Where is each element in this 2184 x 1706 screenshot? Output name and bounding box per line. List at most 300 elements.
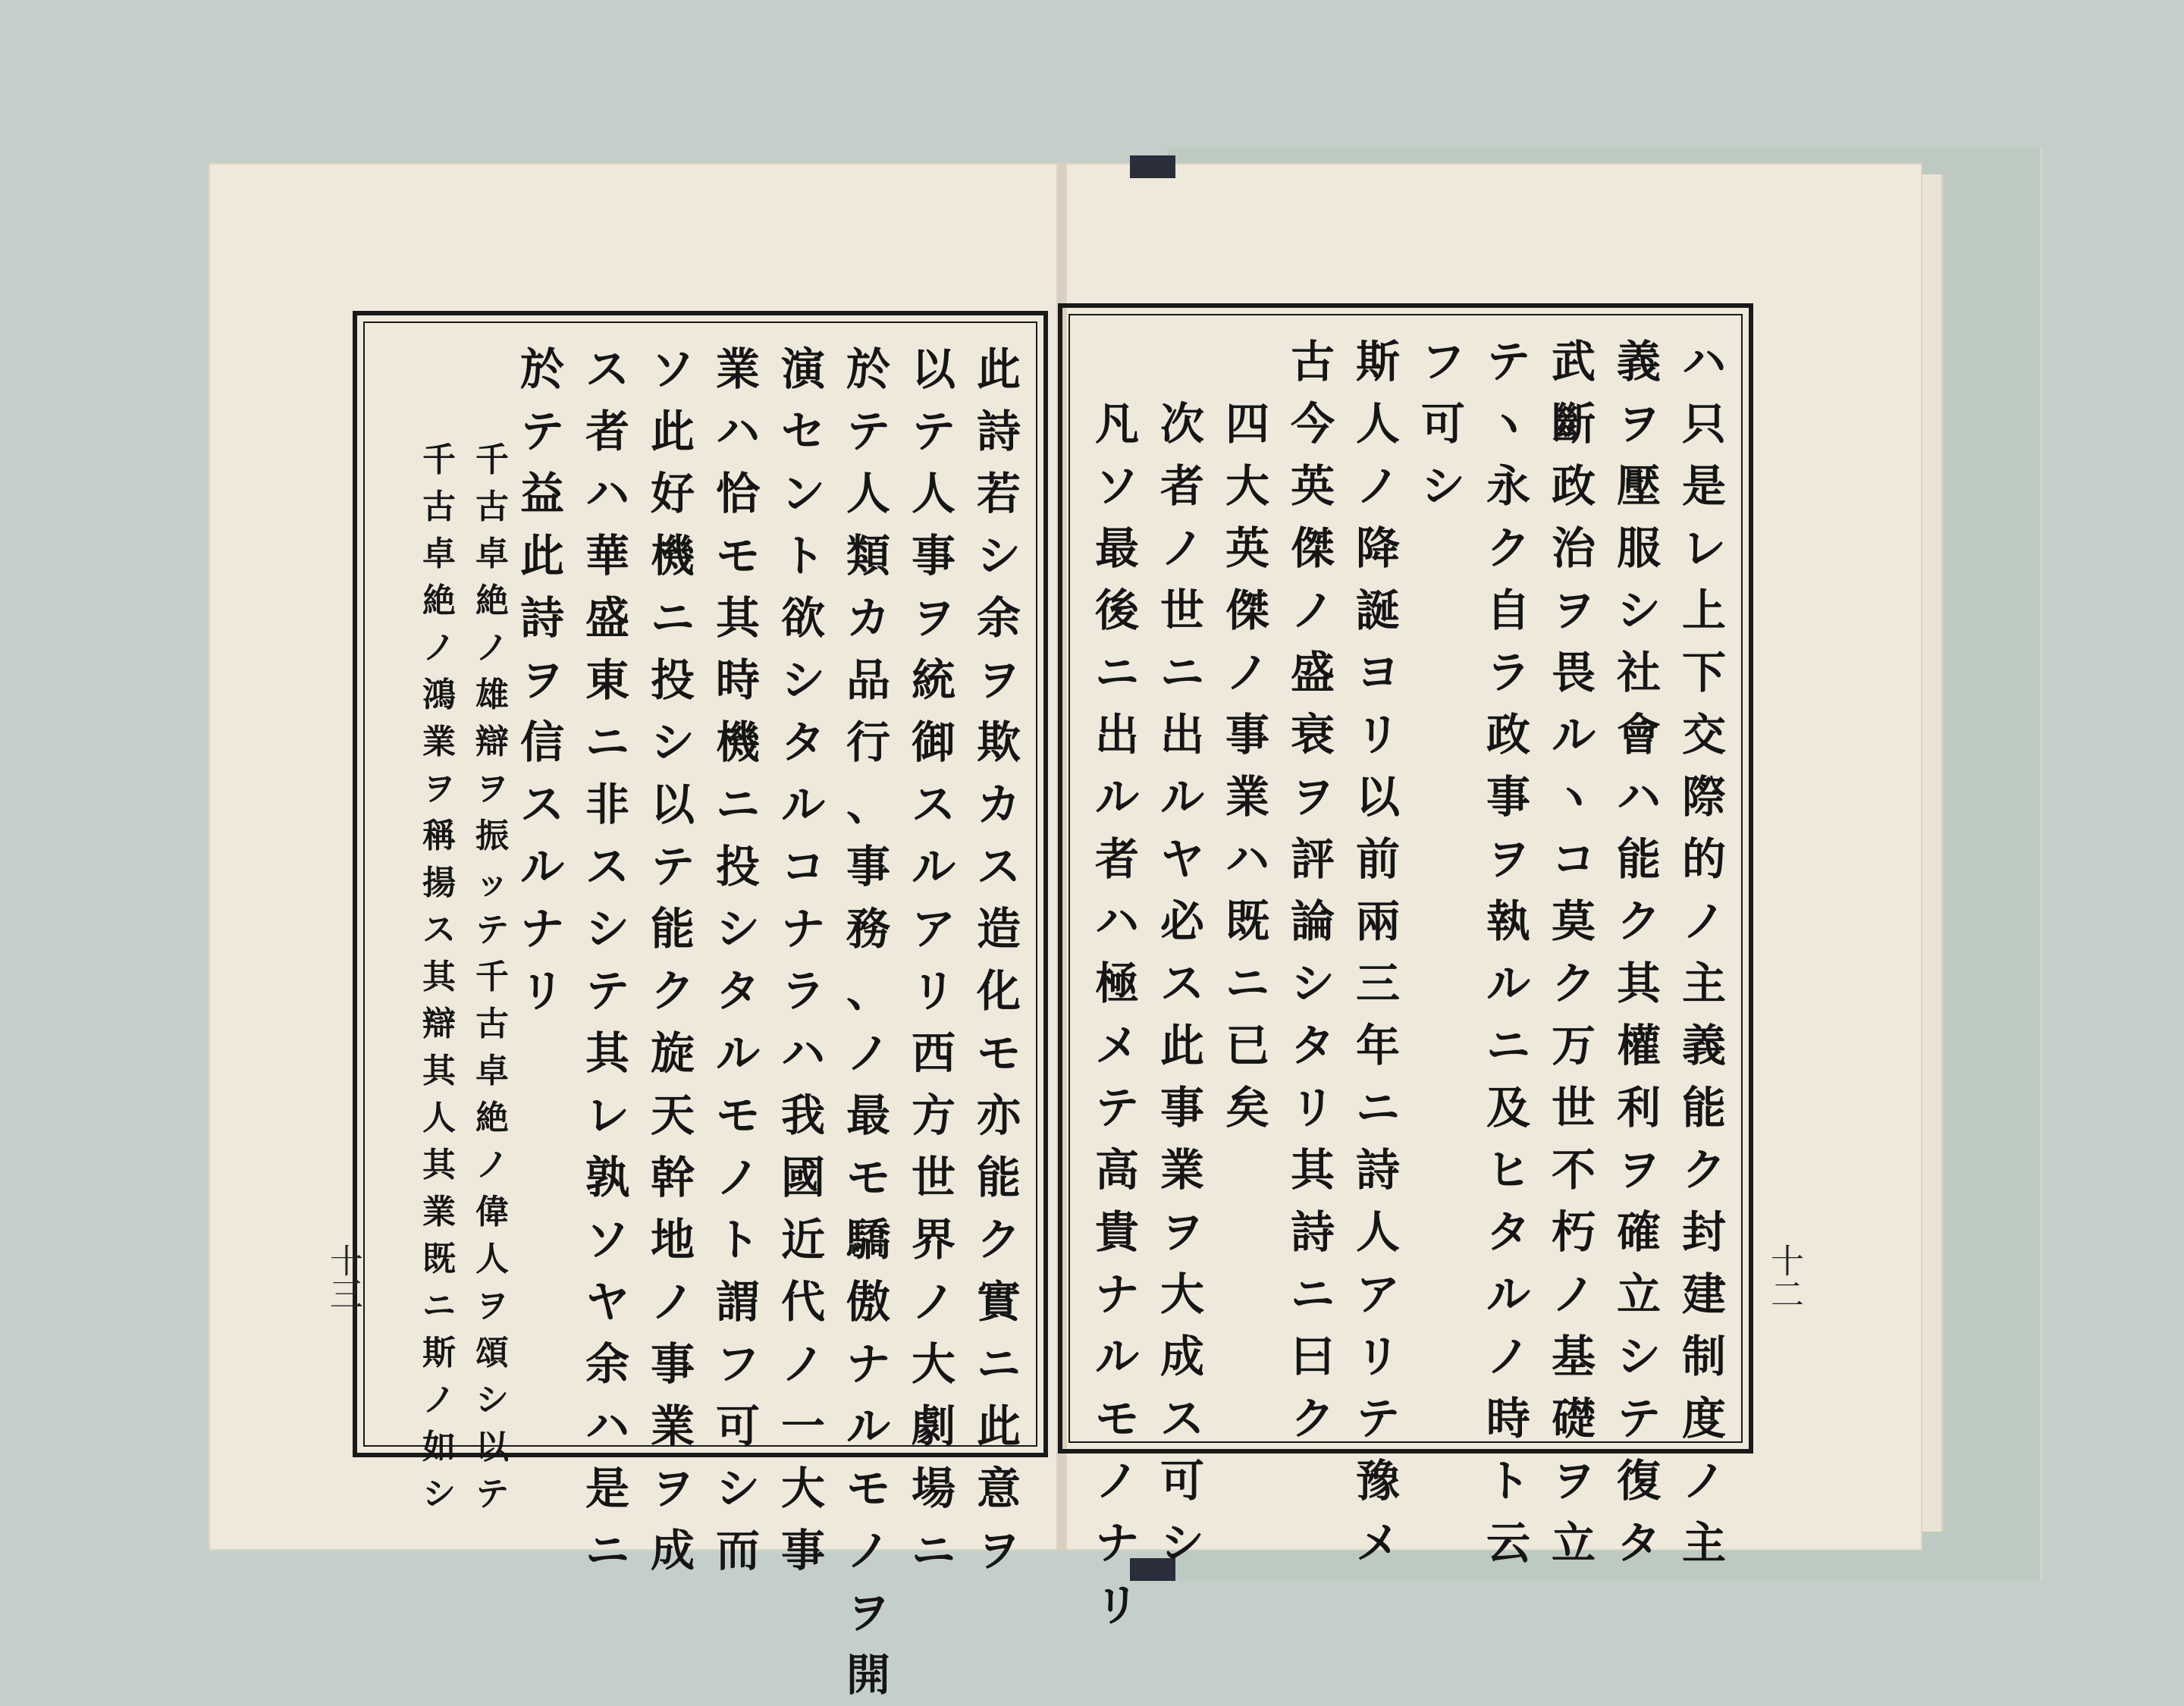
glyph: ニ: [976, 1338, 1021, 1390]
glyph: 及: [1486, 1082, 1530, 1134]
glyph: 人: [422, 1099, 456, 1137]
glyph: 出: [1159, 709, 1204, 760]
glyph: 已: [1225, 1020, 1269, 1071]
glyph: 不: [1551, 1144, 1596, 1196]
glyph: 此: [1159, 1020, 1204, 1071]
glyph: 云: [1486, 1517, 1530, 1569]
glyph: 以: [1355, 771, 1400, 823]
glyph: 四: [1225, 398, 1269, 450]
glyph: 權: [1616, 1020, 1661, 1071]
glyph: 其: [715, 592, 760, 644]
left-text-column: [841, 338, 896, 1706]
glyph: 演: [780, 343, 825, 395]
glyph: ノ: [475, 629, 509, 667]
glyph: 世: [911, 1152, 956, 1203]
glyph: 界: [911, 1214, 956, 1265]
glyph: 人: [1355, 398, 1400, 450]
glyph: ソ: [1094, 460, 1139, 512]
glyph: 畏: [1551, 647, 1596, 698]
glyph: ナ: [1094, 1269, 1139, 1320]
glyph: 上: [1681, 585, 1726, 636]
glyph: コ: [1551, 833, 1596, 885]
glyph: モ: [846, 1152, 890, 1203]
glyph: ヽ: [1486, 398, 1530, 450]
glyph: ト: [780, 530, 825, 582]
glyph: 詩: [1355, 1144, 1400, 1196]
glyph: 一: [780, 1400, 825, 1452]
glyph: ニ: [1094, 647, 1139, 698]
glyph: 必: [1159, 895, 1204, 947]
glyph: 品: [846, 654, 890, 706]
glyph: 余: [585, 1338, 629, 1390]
glyph: ニ: [585, 717, 629, 768]
glyph: 斷: [1551, 398, 1596, 450]
glyph: 其: [1290, 1144, 1335, 1196]
glyph: 貴: [1094, 1206, 1139, 1258]
glyph: 次: [1159, 398, 1204, 450]
glyph: ハ: [1616, 771, 1661, 823]
glyph: モ: [976, 1027, 1021, 1079]
glyph: 實: [976, 1276, 1021, 1328]
right-text-column: [1155, 393, 1210, 1574]
glyph: ス: [519, 779, 564, 830]
glyph: 最: [846, 1090, 890, 1141]
glyph: ハ: [1094, 895, 1139, 947]
glyph: 投: [650, 654, 695, 706]
glyph: ノ: [650, 1276, 695, 1328]
glyph: フ: [715, 1338, 760, 1390]
glyph: 幹: [650, 1152, 695, 1203]
glyph: ナ: [1094, 1517, 1139, 1569]
glyph: 可: [1420, 398, 1465, 450]
glyph: 義: [1616, 336, 1661, 387]
glyph: シ: [780, 654, 825, 706]
glyph: 時: [1486, 1393, 1530, 1444]
glyph: ル: [715, 1027, 760, 1079]
glyph: カ: [976, 779, 1021, 830]
glyph: 自: [1486, 585, 1530, 636]
glyph: 人: [1355, 1206, 1400, 1258]
glyph: シ: [650, 717, 695, 768]
glyph: 古: [475, 1005, 509, 1043]
glyph: 極: [1094, 958, 1139, 1009]
glyph: メ: [1094, 1020, 1139, 1071]
glyph: 人: [475, 1240, 509, 1278]
glyph: 事: [911, 530, 956, 582]
glyph: リ: [519, 965, 564, 1017]
glyph: 好: [650, 468, 695, 519]
glyph: ク: [976, 1214, 1021, 1265]
glyph: ヒ: [1486, 1144, 1530, 1196]
glyph: 高: [1094, 1144, 1139, 1196]
glyph: 傑: [1225, 585, 1269, 636]
glyph: 華: [585, 530, 629, 582]
glyph: 時: [715, 654, 760, 706]
glyph: 詩: [976, 406, 1021, 457]
glyph: 偉: [475, 1193, 509, 1231]
glyph: 機: [715, 717, 760, 768]
glyph: 大: [1225, 460, 1269, 512]
glyph: 朽: [1551, 1206, 1596, 1258]
glyph: 世: [1159, 585, 1204, 636]
left-quote-column: [412, 437, 466, 1518]
glyph: モ: [715, 1090, 760, 1141]
glyph: 信: [519, 717, 564, 768]
glyph: 古: [422, 488, 456, 526]
glyph: 既: [1225, 895, 1269, 947]
glyph: 能: [1616, 833, 1661, 885]
glyph: 制: [1681, 1331, 1726, 1382]
glyph: 武: [1551, 336, 1596, 387]
right-text-column: [1546, 331, 1601, 1574]
glyph: 、: [846, 965, 890, 1017]
glyph: 卓: [475, 1052, 509, 1090]
glyph: 會: [1616, 709, 1661, 760]
glyph: テ: [519, 406, 564, 457]
glyph: ヲ: [1486, 833, 1530, 885]
glyph: 辯: [475, 723, 509, 761]
glyph: 永: [1486, 460, 1530, 512]
glyph: ル: [519, 841, 564, 892]
glyph: 評: [1290, 833, 1335, 885]
glyph: 業: [422, 1193, 456, 1231]
glyph: 此: [519, 530, 564, 582]
glyph: 千: [475, 441, 509, 479]
glyph: シ: [475, 1381, 509, 1419]
glyph: 今: [1290, 398, 1335, 450]
glyph: 化: [976, 965, 1021, 1017]
glyph: 者: [585, 406, 629, 457]
glyph: 世: [1551, 1082, 1596, 1134]
glyph: ク: [1681, 1144, 1726, 1196]
glyph: ヲ: [519, 654, 564, 706]
glyph: 絶: [422, 582, 456, 620]
right-page-number: 十二: [1765, 1243, 1803, 1310]
glyph: 治: [1551, 522, 1596, 574]
glyph: 亦: [976, 1090, 1021, 1141]
glyph: 地: [650, 1214, 695, 1265]
glyph: カ: [846, 592, 890, 644]
glyph: 事: [650, 1338, 695, 1390]
glyph: 主: [1681, 1517, 1726, 1569]
glyph: シ: [976, 530, 1021, 582]
glyph: タ: [1616, 1517, 1661, 1569]
right-text-column: [1416, 331, 1470, 517]
right-text-column: [1611, 331, 1666, 1574]
glyph: ス: [1159, 958, 1204, 1009]
glyph: シ: [1616, 585, 1661, 636]
glyph: 斯: [1355, 336, 1400, 387]
glyph: 業: [1159, 1144, 1204, 1196]
glyph: 基: [1551, 1331, 1596, 1382]
glyph: ル: [846, 1400, 890, 1452]
glyph: 稱: [422, 817, 456, 855]
glyph: ノ: [1290, 585, 1335, 636]
glyph: 欺: [976, 717, 1021, 768]
left-text-column: [711, 338, 765, 1582]
glyph: 其: [1616, 958, 1661, 1009]
glyph: 是: [1681, 460, 1726, 512]
glyph: 主: [1681, 958, 1726, 1009]
glyph: 大: [911, 1338, 956, 1390]
glyph: 業: [422, 723, 456, 761]
glyph: 確: [1616, 1206, 1661, 1258]
glyph: 復: [1616, 1455, 1661, 1507]
glyph: ニ: [650, 592, 695, 644]
glyph: ヨ: [1355, 647, 1400, 698]
glyph: コ: [780, 841, 825, 892]
glyph: ヲ: [911, 592, 956, 644]
glyph: 最: [1094, 522, 1139, 574]
glyph: 古: [1290, 336, 1335, 387]
glyph: 可: [715, 1400, 760, 1452]
glyph: 其: [422, 958, 456, 996]
glyph: 際: [1681, 771, 1726, 823]
glyph: メ: [1355, 1517, 1400, 1569]
glyph: 我: [780, 1090, 825, 1141]
glyph: ア: [911, 903, 956, 955]
glyph: 揚: [422, 864, 456, 902]
glyph: 傑: [1290, 522, 1335, 574]
glyph: ヲ: [846, 1587, 890, 1639]
glyph: ノ: [1681, 895, 1726, 947]
glyph: 東: [585, 654, 629, 706]
glyph: 誕: [1355, 585, 1400, 636]
glyph: 衰: [1290, 709, 1335, 760]
glyph: 其: [585, 1027, 629, 1079]
glyph: シ: [1159, 1517, 1204, 1569]
glyph: 大: [780, 1463, 825, 1514]
glyph: 礎: [1551, 1393, 1596, 1444]
glyph: 論: [1290, 895, 1335, 947]
glyph: ノ: [715, 1152, 760, 1203]
glyph: テ: [1486, 336, 1530, 387]
glyph: フ: [1420, 336, 1465, 387]
glyph: ノ: [1486, 1331, 1530, 1382]
glyph: 天: [650, 1090, 695, 1141]
glyph: ヲ: [1159, 1206, 1204, 1258]
glyph: 利: [1616, 1082, 1661, 1134]
left-page-number: 十三: [324, 1243, 362, 1310]
glyph: 三: [1355, 958, 1400, 1009]
glyph: ヲ: [1616, 398, 1661, 450]
glyph: 其: [422, 1052, 456, 1090]
glyph: テ: [650, 841, 695, 892]
glyph: 劇: [911, 1400, 956, 1452]
glyph: レ: [585, 1090, 629, 1141]
glyph: 開: [846, 1649, 890, 1701]
glyph: 業: [715, 343, 760, 395]
glyph: タ: [1290, 1020, 1335, 1071]
glyph: ニ: [1225, 958, 1269, 1009]
glyph: 統: [911, 654, 956, 706]
glyph: ニ: [715, 779, 760, 830]
glyph: 盛: [585, 592, 629, 644]
glyph: ノ: [1094, 1455, 1139, 1507]
glyph: ス: [585, 841, 629, 892]
glyph: 盛: [1290, 647, 1335, 698]
glyph: 場: [911, 1463, 956, 1514]
glyph: ス: [422, 911, 456, 949]
glyph: 事: [1486, 771, 1530, 823]
glyph: ハ: [585, 1400, 629, 1452]
glyph: タ: [1486, 1206, 1530, 1258]
glyph: 政: [1551, 460, 1596, 512]
glyph: 能: [976, 1152, 1021, 1203]
glyph: 近: [780, 1214, 825, 1265]
glyph: 万: [1551, 1020, 1596, 1071]
glyph: ル: [1486, 958, 1530, 1009]
glyph: 者: [1094, 833, 1139, 885]
glyph: 的: [1681, 833, 1726, 885]
glyph: 投: [715, 841, 760, 892]
glyph: 人: [846, 468, 890, 519]
glyph: ン: [780, 468, 825, 519]
glyph: 立: [1551, 1517, 1596, 1569]
glyph: 豫: [1355, 1455, 1400, 1507]
glyph: ヲ: [1551, 1455, 1596, 1507]
glyph: ト: [715, 1214, 760, 1265]
glyph: ラ: [1486, 647, 1530, 698]
glyph: 能: [1681, 1082, 1726, 1134]
glyph: 兩: [1355, 895, 1400, 947]
glyph: 驕: [846, 1214, 890, 1265]
glyph: ク: [1616, 895, 1661, 947]
glyph: ヤ: [1159, 833, 1204, 885]
glyph: シ: [1616, 1331, 1661, 1382]
glyph: 後: [1094, 585, 1139, 636]
glyph: 若: [976, 468, 1021, 519]
glyph: 辯: [422, 1005, 456, 1043]
glyph: ヲ: [475, 1287, 509, 1325]
glyph: 造: [976, 903, 1021, 955]
glyph: モ: [1094, 1393, 1139, 1444]
glyph: 降: [1355, 522, 1400, 574]
glyph: ハ: [780, 1027, 825, 1079]
glyph: 義: [1681, 1020, 1726, 1071]
glyph: 立: [1616, 1269, 1661, 1320]
glyph: 方: [911, 1090, 956, 1141]
glyph: 非: [585, 779, 629, 830]
glyph: 、: [846, 779, 890, 830]
glyph: リ: [1094, 1579, 1139, 1631]
glyph: ニ: [1486, 1020, 1530, 1071]
left-text-frame: [353, 311, 1048, 1701]
left-text-column: [580, 338, 635, 1582]
glyph: ニ: [1159, 647, 1204, 698]
glyph: ヲ: [1616, 1144, 1661, 1196]
glyph: 交: [1681, 709, 1726, 760]
glyph: ヲ: [976, 1525, 1021, 1576]
glyph: ク: [1290, 1393, 1335, 1444]
glyph: 政: [1486, 709, 1530, 760]
glyph: 以: [911, 343, 956, 395]
glyph: 此: [976, 1400, 1021, 1452]
glyph: 余: [976, 592, 1021, 644]
glyph: ス: [976, 841, 1021, 892]
glyph: 雄: [475, 676, 509, 714]
glyph: ル: [780, 779, 825, 830]
glyph: 事: [846, 841, 890, 892]
glyph: ノ: [1159, 522, 1204, 574]
glyph: 詩: [519, 592, 564, 644]
left-text-column: [906, 338, 961, 1582]
glyph: 能: [650, 903, 695, 955]
glyph: タ: [715, 965, 760, 1017]
glyph: 英: [1290, 460, 1335, 512]
glyph: 務: [846, 903, 890, 955]
glyph: 社: [1616, 647, 1661, 698]
glyph: ニ: [1355, 1082, 1400, 1134]
glyph: 旋: [650, 1027, 695, 1079]
glyph: モ: [715, 530, 760, 582]
right-text-column: [1285, 331, 1340, 1450]
glyph: 絶: [475, 1099, 509, 1137]
glyph: 服: [1616, 522, 1661, 574]
glyph: 意: [976, 1463, 1021, 1514]
glyph: 益: [519, 468, 564, 519]
glyph: ノ: [846, 1525, 890, 1576]
glyph: リ: [1355, 1331, 1400, 1382]
glyph: ル: [1159, 771, 1204, 823]
glyph: 傲: [846, 1276, 890, 1328]
glyph: ヲ: [976, 654, 1021, 706]
glyph: シ: [1420, 460, 1465, 512]
glyph: 孰: [585, 1152, 629, 1203]
glyph: ナ: [519, 903, 564, 955]
glyph: 既: [422, 1240, 456, 1278]
glyph: 恰: [715, 468, 760, 519]
glyph: テ: [1094, 1082, 1139, 1134]
glyph: ス: [585, 343, 629, 395]
glyph: 國: [780, 1152, 825, 1203]
glyph: 此: [650, 406, 695, 457]
glyph: 事: [1159, 1082, 1204, 1134]
glyph: 是: [585, 1463, 629, 1514]
glyph: ノ: [475, 1146, 509, 1184]
glyph: テ: [846, 406, 890, 457]
glyph: 振: [475, 817, 509, 855]
glyph: シ: [422, 1475, 456, 1513]
glyph: 人: [911, 468, 956, 519]
left-text-column: [776, 338, 830, 1582]
glyph: 建: [1681, 1269, 1726, 1320]
glyph: 者: [1159, 460, 1204, 512]
glyph: 此: [976, 343, 1021, 395]
glyph: 成: [650, 1525, 695, 1576]
glyph: 莫: [1551, 895, 1596, 947]
right-text-column: [1220, 393, 1275, 1139]
glyph: ヲ: [1551, 585, 1596, 636]
glyph: ア: [1355, 1269, 1400, 1320]
glyph: ノ: [1551, 1269, 1596, 1320]
glyph: ス: [911, 779, 956, 830]
glyph: 矣: [1225, 1082, 1269, 1134]
glyph: タ: [780, 717, 825, 768]
glyph: 千: [422, 441, 456, 479]
glyph: ナ: [780, 903, 825, 955]
glyph: ニ: [422, 1287, 456, 1325]
glyph: 業: [650, 1400, 695, 1452]
glyph: テ: [475, 911, 509, 949]
left-text-column: [971, 338, 1026, 1582]
glyph: 類: [846, 530, 890, 582]
glyph: 其: [422, 1146, 456, 1184]
glyph: 出: [1094, 709, 1139, 760]
glyph: 代: [780, 1276, 825, 1328]
glyph: ル: [1551, 709, 1596, 760]
glyph: 封: [1681, 1206, 1726, 1258]
